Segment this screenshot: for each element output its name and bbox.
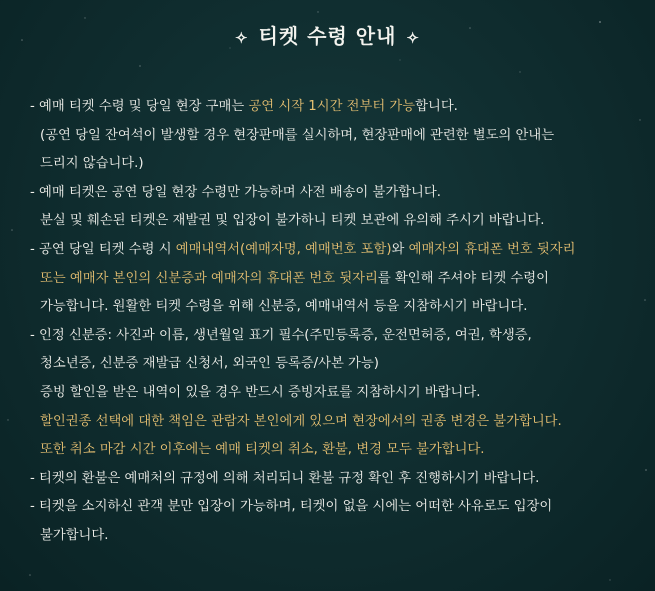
highlighted-text: 또는 예매자 본인의 신분증과 예매자의 휴대폰 번호 뒷자리: [40, 270, 378, 286]
notice-text: 를 확인해 주셔야 티켓 수령이: [377, 270, 549, 286]
notice-continuation-line: [30, 207, 630, 236]
highlighted-text: 할인권종 선택에 대한 책임은 관람자 본인에게 있으며 현장에서의 권종 변경은 불가합니다.: [40, 413, 562, 429]
notice-text: 공연 당일 티켓 수령 시: [39, 241, 176, 257]
notice-continuation-line: [30, 379, 630, 408]
notice-text: 가능합니다. 원활한 티켓 수령을 위해 신분증, 예매내역서 등을 지참하시기 바랍니다.: [40, 299, 528, 315]
bullet-marker: -: [30, 327, 40, 343]
notice-continuation-line: [30, 350, 630, 379]
highlighted-text: 공연 시작 1시간 전부터 가능: [248, 99, 416, 114]
highlighted-text: 예매자의 휴대폰 번호 뒷자리: [408, 241, 576, 257]
notice-continuation-line: [30, 436, 630, 465]
notice-text: 불가합니다.: [40, 527, 109, 543]
notice-bullet-line: [30, 179, 630, 208]
page-title: [0, 20, 655, 49]
bullet-marker: -: [30, 470, 40, 486]
notice-bullet-line: [30, 236, 630, 265]
highlighted-text: 또한 취소 마감 시간 이후에는 예매 티켓의 취소, 환불, 변경 모두 불가합니다.: [40, 442, 485, 458]
notice-bullet-line: [30, 465, 630, 494]
notice-text: 청소년증, 신분증 재발급 신청서, 외국인 등록증/사본 가능): [40, 356, 379, 372]
notice-continuation-line: [30, 408, 630, 437]
notice-text: 증빙 할인을 받은 내역이 있을 경우 반드시 증빙자료를 지참하시기 바랍니다.: [40, 384, 481, 400]
notice-continuation-line: [30, 265, 630, 294]
bullet-marker: -: [30, 99, 40, 114]
notice-body: [30, 93, 630, 551]
notice-continuation-line: [30, 122, 630, 151]
notice-text: 티켓의 환불은 예매처의 규정에 의해 처리되니 환불 규정 확인 후 진행하시기 바랍니다.: [39, 470, 540, 486]
notice-text: 분실 및 훼손된 티켓은 재발권 및 입장이 불가하니 티켓 보관에 유의해 주시기 바랍니다.: [40, 213, 545, 229]
notice-text: 합니다.: [415, 99, 458, 114]
notice-text: 예매 티켓은 공연 당일 현장 수령만 가능하며 사전 배송이 불가합니다.: [39, 184, 441, 200]
notice-continuation-line: [30, 293, 630, 322]
sparkle-right-icon: ✧: [406, 29, 420, 47]
notice-bullet-line: [30, 322, 630, 351]
title-text: 티켓 수령 안내: [258, 24, 397, 48]
bullet-marker: -: [30, 184, 40, 200]
notice-text: 인정 신분증: 사진과 이름, 생년월일 표기 필수(주민등록증, 운전면허증, 여권, 학생증,: [39, 327, 532, 343]
notice-text: 티켓을 소지하신 관객 분만 입장이 가능하며, 티켓이 없을 시에는 어떠한 사유로도 입장이: [39, 499, 553, 515]
sparkle-left-icon: ✧: [234, 29, 249, 47]
notice-continuation-line: [30, 150, 630, 179]
notice-continuation-line: [30, 522, 630, 551]
notice-text: 드리지 않습니다.): [40, 156, 144, 172]
notice-bullet-line: [30, 93, 630, 122]
notice-bullet-line: [30, 493, 630, 522]
bullet-marker: -: [30, 241, 40, 257]
notice-text: 와: [391, 241, 409, 257]
notice-text: (공연 당일 잔여석이 발생할 경우 현장판매를 실시하며, 현장판매에 관련한 별도의 안내는: [40, 127, 555, 143]
notice-text: 예매 티켓 수령 및 당일 현장 구매는: [39, 99, 249, 114]
highlighted-text: 예매내역서(예매자명, 예매번호 포함): [175, 241, 392, 257]
bullet-marker: -: [30, 499, 40, 515]
